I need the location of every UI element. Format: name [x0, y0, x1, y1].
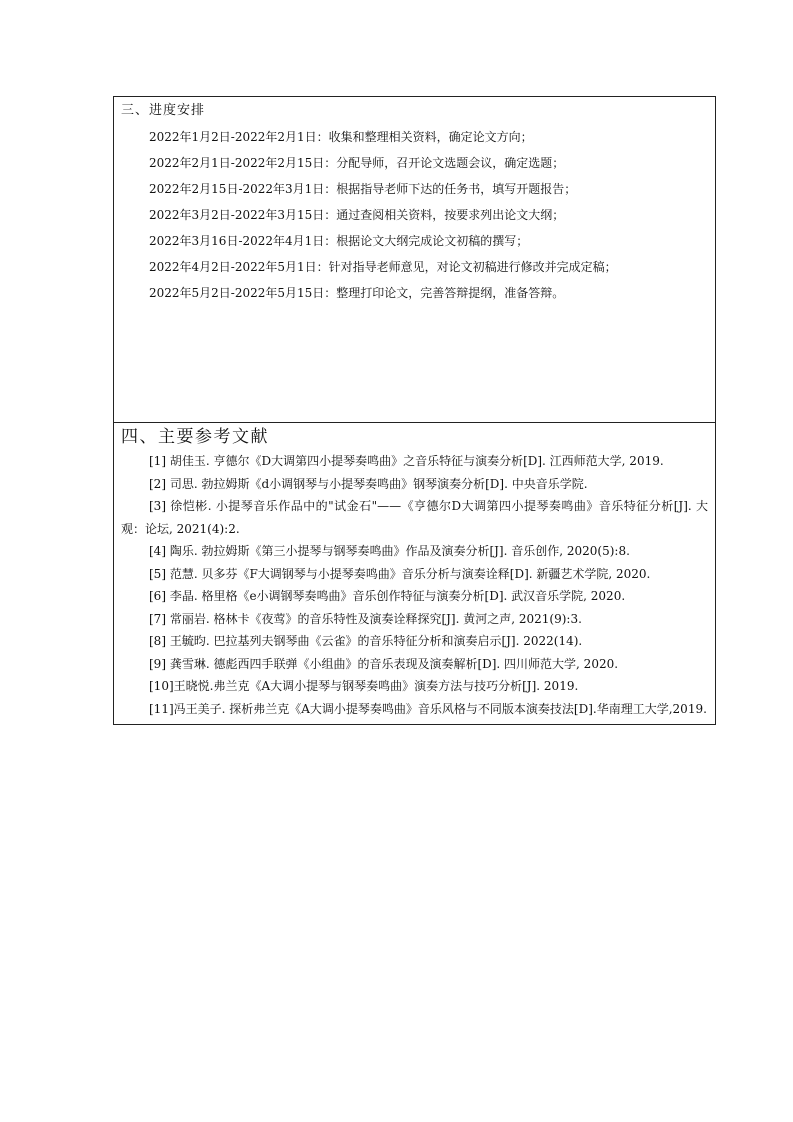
reference-item: [8] 王毓昀. 巴拉基列夫钢琴曲《云雀》的音乐特征分析和演奏启示[J]. 2022(14). [149, 634, 583, 648]
reference-item: [11]冯王美子. 探析弗兰克《A大调小提琴奏鸣曲》音乐风格与不同版本演奏技法[D].华南理工大学,2019. [149, 701, 707, 716]
schedule-item: 2022年3月2日-2022年3月15日：通过查阅相关资料，按要求列出论文大纲； [149, 208, 565, 222]
reference-item: [5] 范慧. 贝多芬《F大调钢琴与小提琴奏鸣曲》音乐分析与演奏诠释[D]. 新疆艺术学院, 2020. [149, 566, 651, 581]
schedule-item: 2022年5月2日-2022年5月15日：整理打印论文，完善答辩提纲，准备答辩。 [149, 286, 565, 300]
document-table [113, 96, 716, 725]
reference-item: [9] 龚雪琳. 德彪西四手联弹《小组曲》的音乐表现及演奏解析[D]. 四川师范大学, 2020. [149, 656, 619, 671]
schedule-item: 2022年4月2日-2022年5月1日：针对指导老师意见，对论文初稿进行修改并完成定稿； [149, 260, 617, 274]
reference-item: [7] 常丽岩. 格林卡《夜莺》的音乐特性及演奏诠释探究[J]. 黄河之声, 2021(9):3. [149, 611, 582, 626]
schedule-item: 2022年2月1日-2022年2月15日：分配导师，召开论文选题会议，确定选题； [149, 156, 565, 170]
reference-item: [3] 徐恺彬. 小提琴音乐作品中的"试金石"——《亨德尔D大调第四小提琴奏鸣曲》音乐特征分析[J]. 大观：论坛, 2021(4):2. [121, 499, 708, 536]
reference-item: [10]王晓悦.弗兰克《A大调小提琴与钢琴奏鸣曲》演奏方法与技巧分析[J]. 2019. [149, 679, 579, 693]
references-section [114, 423, 715, 724]
schedule-item: 2022年3月16日-2022年4月1日：根据论文大纲完成论文初稿的撰写； [149, 234, 529, 248]
reference-item: [2] 司思. 勃拉姆斯《d小调钢琴与小提琴奏鸣曲》钢琴演奏分析[D]. 中央音乐学院. [149, 476, 588, 491]
schedule-item: 2022年2月15日-2022年3月1日：根据指导老师下达的任务书，填写开题报告； [149, 182, 577, 196]
references-heading: 四、主要参考文献 [121, 427, 269, 447]
schedule-section [114, 97, 715, 423]
schedule-item: 2022年1月2日-2022年2月1日：收集和整理相关资料，确定论文方向； [149, 130, 533, 144]
reference-item: [1] 胡佳玉. 亨德尔《D大调第四小提琴奏鸣曲》之音乐特征与演奏分析[D]. 江西师范大学, 2019. [149, 454, 664, 468]
schedule-heading: 三、进度安排 [121, 103, 206, 118]
reference-item: [6] 李晶. 格里格《e小调钢琴奏鸣曲》音乐创作特征与演奏分析[D]. 武汉音乐学院, 2020. [149, 589, 626, 603]
reference-item: [4] 陶乐. 勃拉姆斯《第三小提琴与钢琴奏鸣曲》作品及演奏分析[J]. 音乐创作, 2020(5):8. [149, 544, 630, 558]
